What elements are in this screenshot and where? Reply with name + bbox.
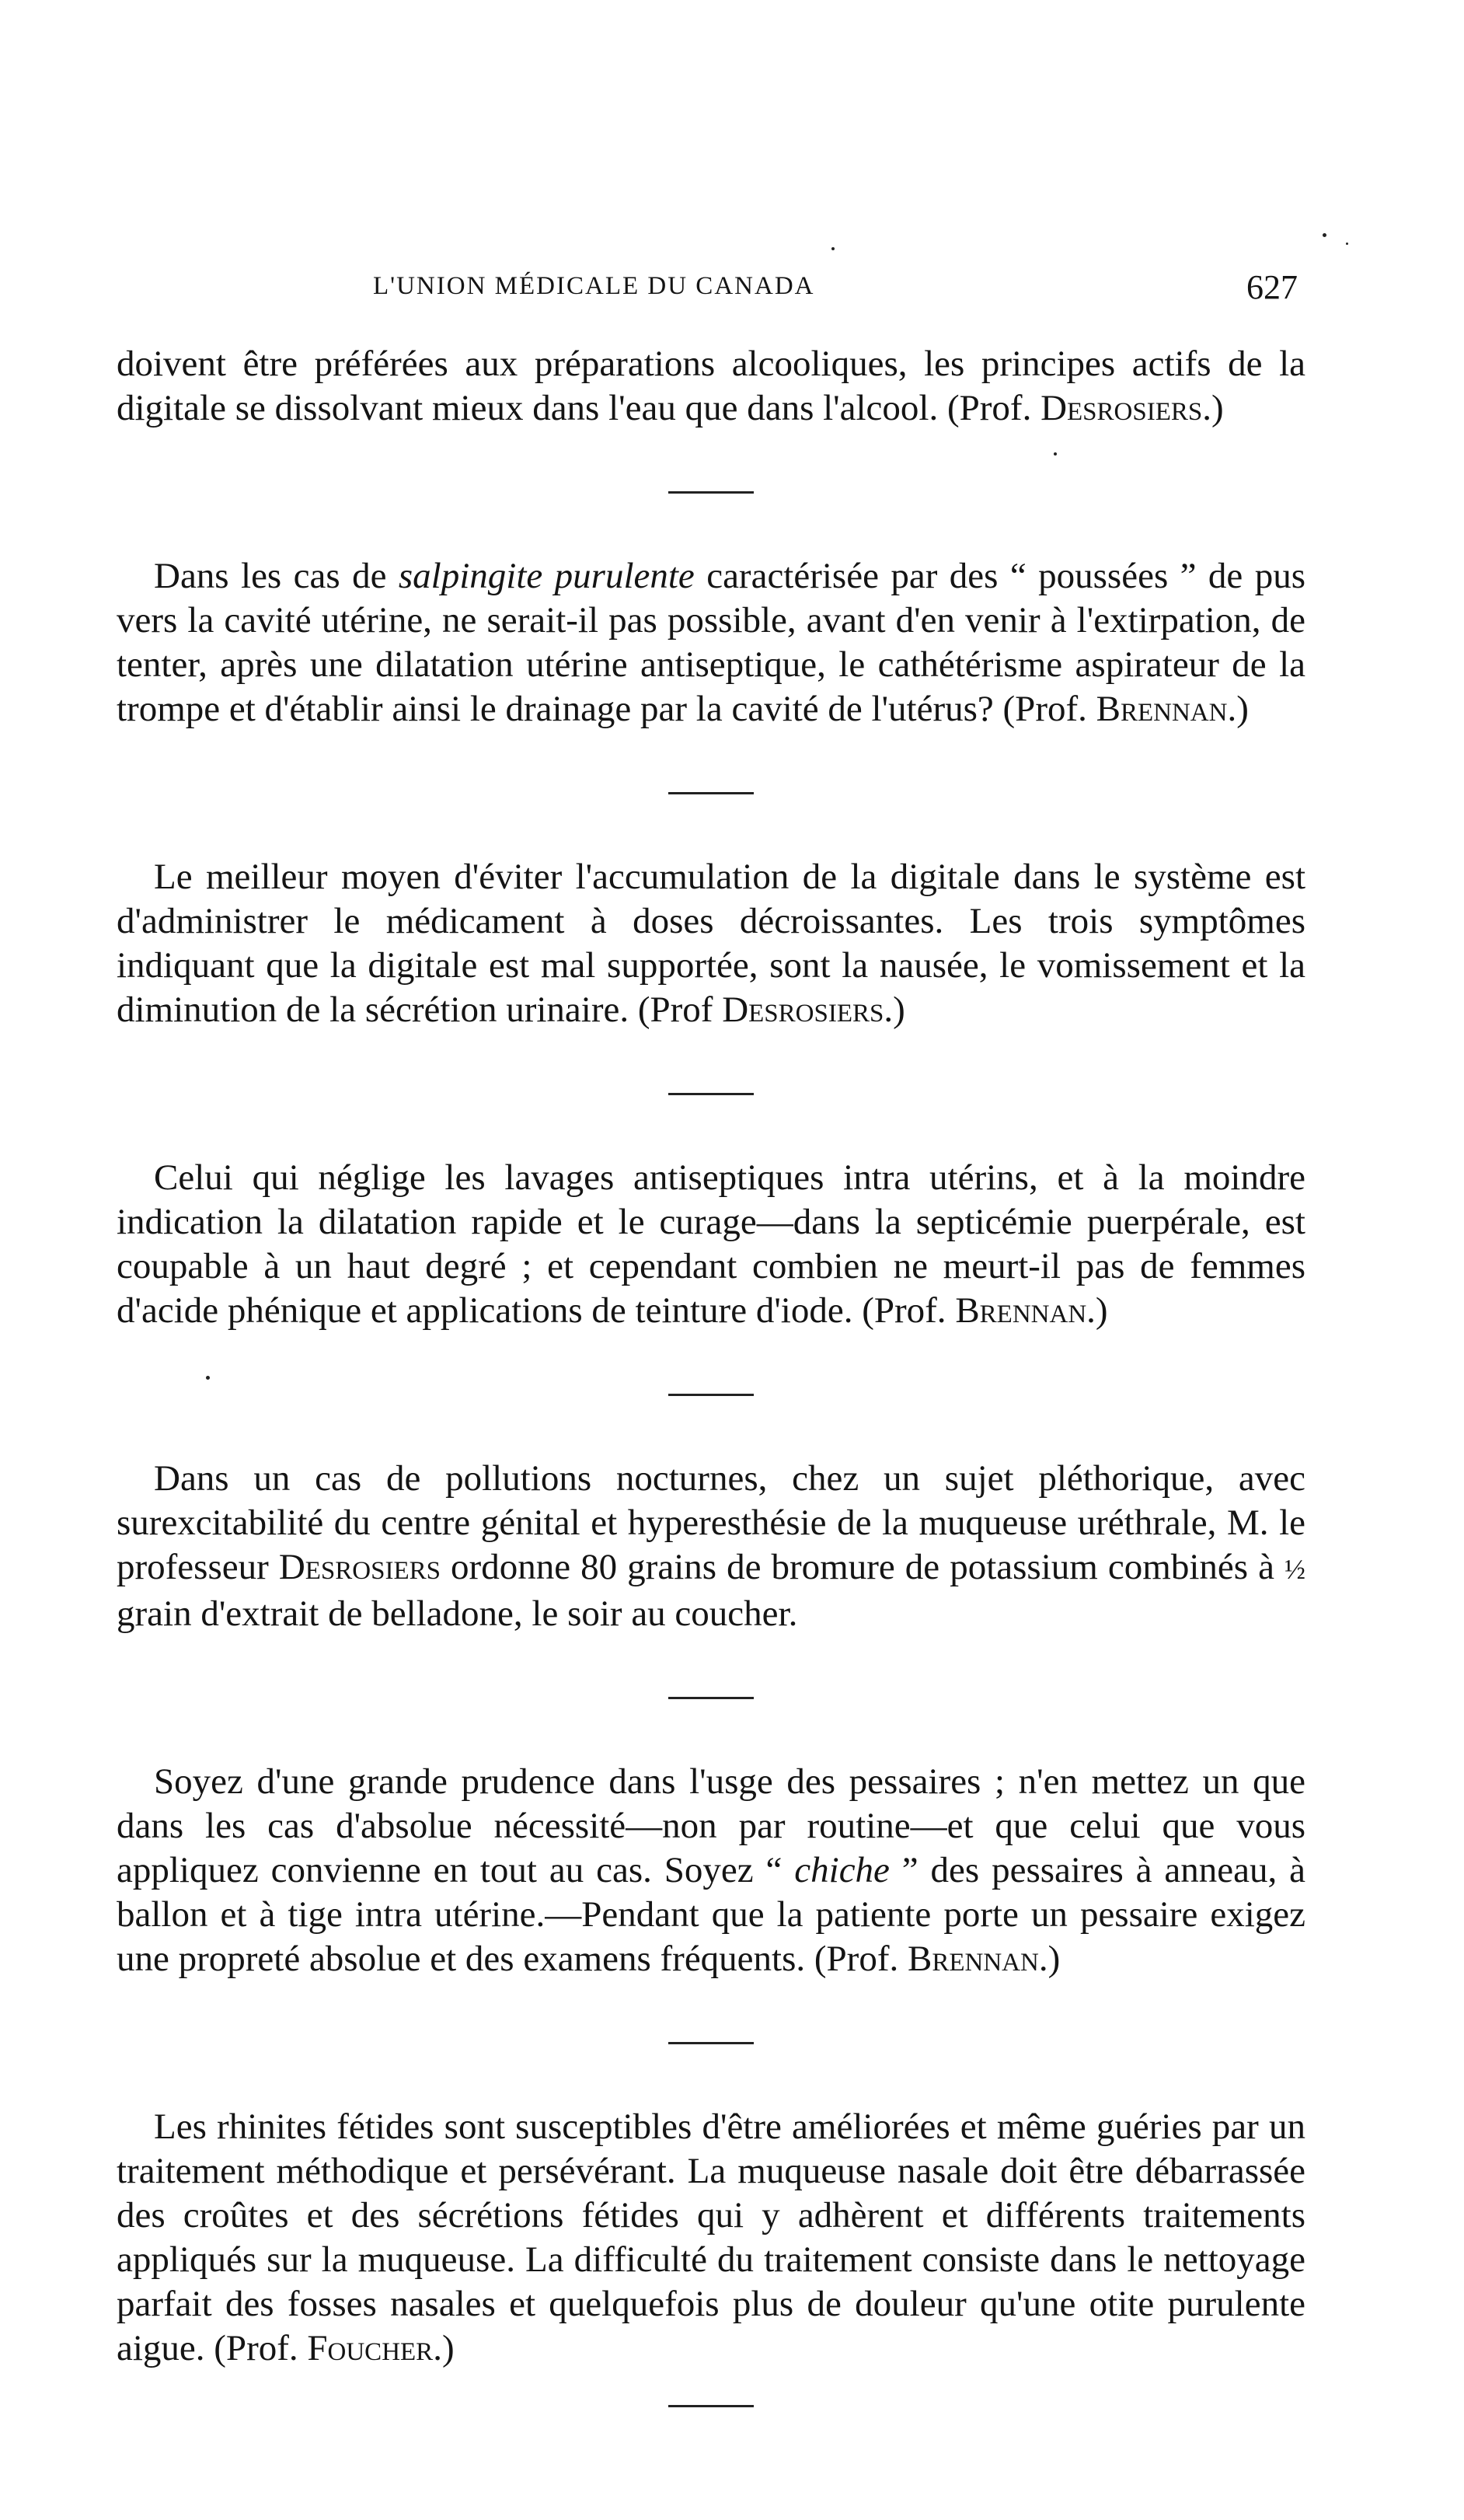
ink-speck [1346, 243, 1348, 245]
section-divider [668, 2042, 754, 2044]
paragraph-digitale-accumulation [117, 855, 1305, 1032]
paragraph-rhinites [117, 2105, 1305, 2371]
paragraph-text: grain d'extrait de belladone, le soir au coucher. [117, 1593, 798, 1634]
ink-speck [1323, 233, 1326, 237]
paragraph-digitale-continuation [117, 342, 1305, 431]
paragraph-text: Celui qui néglige les lavages antiseptiques intra utérins, et à la moindre indication la dilatation rapide et le curage—dans la septicémie puerpérale, est coupable à un haut degré ; et cependant combien ne meurt-il pas de femmes d'acide phénique et applications de teinture d'iode. (Prof. [117, 1157, 1305, 1331]
paragraph-text: doivent être préférées aux préparations alcooliques, les principes actifs de la digitale se dissolvant mieux dans l'eau que dans l'alcool. (Prof. [117, 344, 1305, 428]
paragraph-text: .) [1038, 1939, 1061, 1979]
author-name: Desrosiers [1040, 388, 1203, 428]
paragraph-septicemie [117, 1156, 1305, 1333]
paragraph-text: ” des pessaires à anneau, à ballon et à tige intra utérine.—Pendant que la patiente porte un pessaire exigez une propreté absolue et des examens fréquents. (Prof. [117, 1850, 1305, 1979]
author-name: Brennan [1096, 689, 1228, 729]
ink-speck [831, 247, 835, 250]
section-divider [668, 1697, 754, 1699]
emphasis-text: salpingite purulente [398, 556, 695, 596]
paragraph-text: .) [1227, 689, 1249, 729]
paragraph-text: Soyez d'une grande prudence dans l'usge des pessaires ; n'en mettez un que dans les cas d'absolue nécessité—non par routine—et que celui que vous appliquez convienne en tout au cas. Soyez “ [117, 1761, 1305, 1890]
paragraph-text: .) [1202, 388, 1224, 428]
author-name: Desrosiers [722, 990, 884, 1030]
section-divider [668, 1093, 754, 1095]
page-number: 627 [1246, 268, 1298, 306]
paragraph-text: .) [1086, 1290, 1108, 1331]
paragraph-text: Dans un cas de pollutions nocturnes, chez un sujet pléthorique, avec surexcitabilité du centre génital et hyperesthésie de la muqueuse uréthrale, M. le professeur [117, 1458, 1305, 1587]
emphasis-text: chiche [794, 1850, 890, 1890]
section-divider [668, 491, 754, 494]
paragraph-text: Dans les cas de [154, 556, 399, 596]
page-body [117, 342, 1305, 2468]
paragraph-text: ordonne 80 grains de bromure de potassium combinés à [441, 1547, 1285, 1587]
paragraph-text: .) [884, 990, 905, 1030]
author-name: Brennan [907, 1939, 1039, 1979]
paragraph-text: Les rhinites fétides sont susceptibles d'être améliorées et même guéries par un traitement méthodique et persévérant. La muqueuse nasale doit être débarrassée des croûtes et des sécrétions fétides qui y adhèrent et différents traitements appliqués sur la muqueuse. La difficulté du traitement consiste dans le nettoyage parfait des fosses nasales et quelquefois plus de douleur qu'une otite purulente aigue. (Prof. [117, 2106, 1305, 2368]
author-name: Brennan [955, 1290, 1087, 1331]
paragraph-text: Le meilleur moyen d'éviter l'accumulation de la digitale dans le système est d'administrer le médicament à doses décroissantes. Les trois symptômes indiquant que la digitale est mal supportée, sont la nausée, le vomissement et la diminution de la sécrétion urinaire. (Prof [117, 857, 1305, 1030]
section-divider [668, 1394, 754, 1396]
paragraph-text: .) [433, 2328, 455, 2368]
paragraph-pessaires [117, 1760, 1305, 1981]
fraction-half: ½ [1284, 1554, 1306, 1585]
section-divider [668, 2405, 754, 2407]
paragraph-salpingite [117, 554, 1305, 731]
paragraph-pollutions [117, 1457, 1305, 1636]
section-divider [668, 792, 754, 794]
page-header [109, 268, 1321, 311]
running-head: L'UNION MÉDICALE DU CANADA [373, 272, 815, 300]
paragraph-text: caractérisée par des “ poussées ” de pus vers la cavité utérine, ne serait-il pas possible, avant d'en venir à l'extirpation, de tenter, après une dilatation utérine antiseptique, le cathétérisme aspirateur de la trompe et d'établir ainsi le drainage par la cavité de l'utérus? (Prof. [117, 556, 1305, 729]
author-name: Foucher [307, 2328, 434, 2368]
author-name: Desrosiers [278, 1547, 441, 1587]
